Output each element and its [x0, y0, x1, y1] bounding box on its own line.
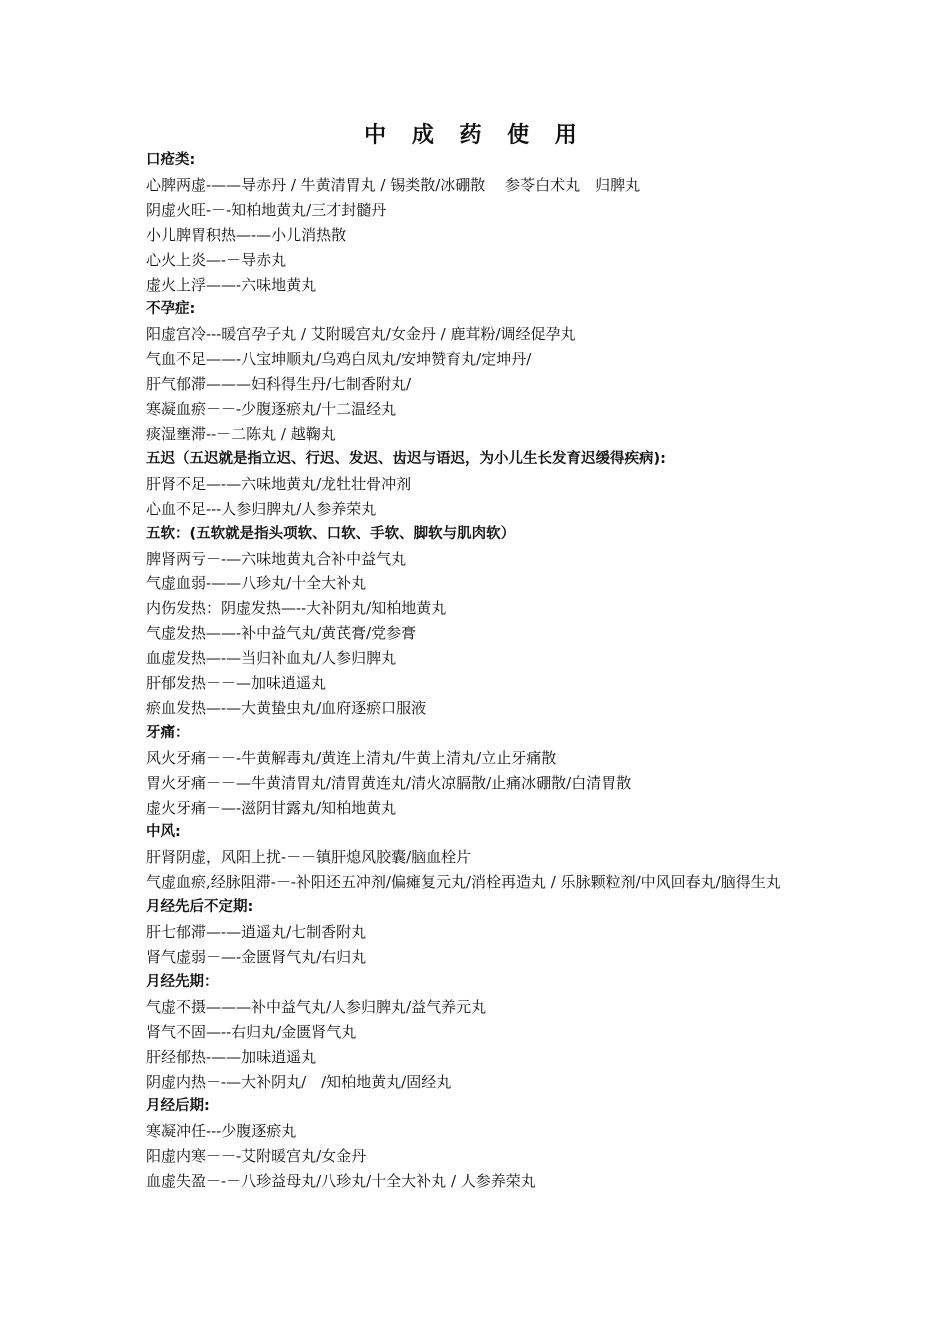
remedy-line: 心火上炎—-－导赤丸	[146, 250, 287, 269]
remedy-line: 肝郁发热－－—加味逍遥丸	[146, 674, 327, 693]
remedy-line: 内伤发热：阴虚发热—--大补阴丸/知柏地黄丸	[146, 599, 447, 618]
remedy-line: 肝肾不足—-—六味地黄丸/龙牡壮骨冲剂	[146, 474, 412, 493]
remedy-line: 痰湿壅滞--－二陈丸 / 越鞠丸	[146, 424, 336, 443]
remedy-line: 阴虚内热－-—大补阴丸/ /知柏地黄丸/固经丸	[146, 1072, 452, 1091]
remedy-line: 瘀血发热—-—大黄蛰虫丸/血府逐瘀口服液	[146, 698, 427, 717]
remedy-line: 血虚发热—-—当归补血丸/人参归脾丸	[146, 649, 397, 668]
remedy-line: 风火牙痛－－-牛黄解毒丸/黄连上清丸/牛黄上清丸/立止牙痛散	[146, 748, 557, 767]
remedy-line: 气虚不摄———补中益气丸/人参归脾丸/益气养元丸	[146, 997, 487, 1016]
remedy-line: 肾气虚弱－—-金匮肾气丸/右归丸	[146, 948, 367, 966]
remedy-line: 气虚发热——-补中益气丸/黄芪膏/党参膏	[146, 624, 417, 643]
remedy-line: 虚火上浮——-六味地黄丸	[146, 275, 317, 294]
section-heading: 中风:	[146, 824, 181, 841]
remedy-line: 阳虚内寒－－-艾附暖宫丸/女金丹	[146, 1147, 367, 1166]
remedy-line: 心血不足---人参归脾丸/人参养荣丸	[146, 499, 377, 518]
remedy-line: 寒凝冲任---少腹逐瘀丸	[146, 1122, 297, 1141]
remedy-line: 气虚血弱-——八珍丸/十全大补丸	[146, 574, 367, 593]
remedy-line: 肾气不固—--右归丸/金匮肾气丸	[146, 1022, 357, 1041]
remedy-line: 小儿脾胃积热—-—小儿消热散	[146, 225, 347, 244]
remedy-line: 肝经郁热-——加味逍遥丸	[146, 1047, 317, 1066]
remedy-line: 脾肾两亏－-—六味地黄丸合补中益气丸	[146, 549, 407, 568]
document-title: 中 成 药 使 用	[364, 123, 586, 148]
section-heading: 月经先后不定期:	[146, 899, 254, 916]
remedy-line: 阳虚宫冷---暖宫孕子丸 / 艾附暖宫丸/女金丹 / 鹿茸粉/调经促孕丸	[146, 325, 576, 344]
remedy-line: 阴虚火旺-－-知柏地黄丸/三才封髓丹	[146, 200, 387, 219]
section-heading: 五软：(五软就是指头项软、口软、手软、脚软与肌肉软）	[146, 525, 516, 542]
remedy-line: 肝七郁滞—-—逍遥丸/七制香附丸	[146, 923, 367, 942]
remedy-line: 胃火牙痛－－—牛黄清胃丸/清胃黄连丸/清火凉膈散/止痛冰硼散/白清胃散	[146, 773, 632, 792]
remedy-line: 寒凝血瘀－－-少腹逐瘀丸/十二温经丸	[146, 400, 397, 419]
remedy-line: 虚火牙痛－—-滋阴甘露丸/知柏地黄丸	[146, 798, 397, 817]
section-heading: 月经先期：	[146, 973, 219, 990]
remedy-line: 血虚失盈－-－八珍益母丸/八珍丸/十全大补丸 / 人参养荣丸	[146, 1172, 536, 1191]
section-heading: 五迟（五迟就是指立迟、行迟、发迟、齿迟与语迟，为小儿生长发育迟缓得疾病):	[146, 450, 666, 467]
remedy-line: 气虚血瘀,经脉阻滞-－-补阳还五冲剂/偏瘫复元丸/消栓再造丸 / 乐脉颗粒剂/中风回春丸/脑得生丸	[146, 873, 781, 892]
remedy-line: 心脾两虚-——导赤丹 / 牛黄清胃丸 / 锡类散/冰硼散 参苓白术丸 归脾丸	[146, 175, 641, 194]
remedy-line: 气血不足——-八宝坤顺丸/乌鸡白凤丸/安坤赞育丸/定坤丹/	[146, 350, 532, 369]
remedy-line: 肝气郁滞———妇科得生丹/七制香附丸/	[146, 375, 412, 394]
section-heading: 月经后期:	[146, 1098, 210, 1115]
section-heading: 牙痛：	[146, 724, 190, 741]
section-heading: 不孕症:	[146, 301, 196, 318]
section-heading: 口疮类:	[146, 152, 196, 168]
remedy-line: 肝肾阴虚，风阳上扰-－－镇肝熄风胶囊/脑血栓片	[146, 848, 472, 867]
document-body	[146, 148, 816, 1194]
